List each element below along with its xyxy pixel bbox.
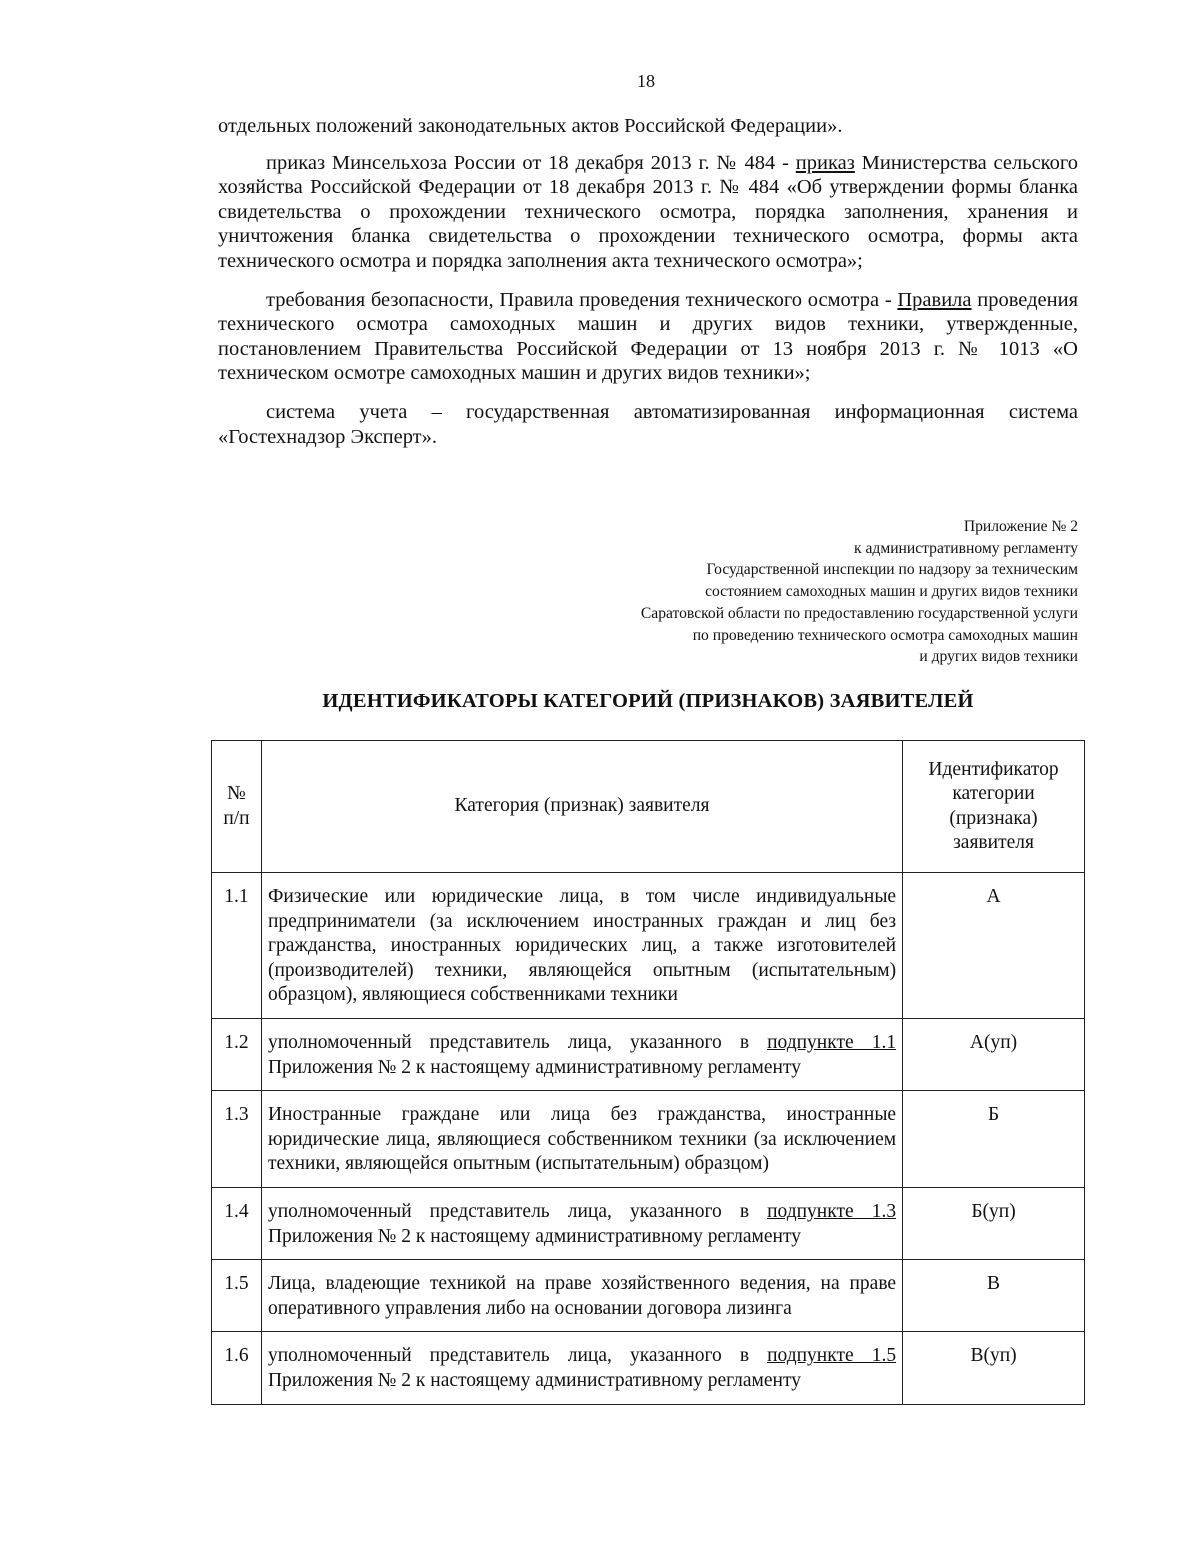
row-identifier: А(уп)	[903, 1018, 1085, 1090]
header-identifier-line: (признака)	[949, 807, 1038, 829]
subclause-link[interactable]: подпункте 1.1	[767, 1031, 897, 1053]
rules-link[interactable]: Правила	[897, 288, 972, 311]
appendix-note-line: по проведению технического осмотра самоходных машин	[692, 626, 1078, 644]
header-number-symbol: №	[227, 783, 246, 804]
applicant-category-table	[211, 740, 1085, 1405]
row-number: 1.6	[212, 1332, 262, 1404]
body-text	[218, 114, 1078, 463]
subclause-link[interactable]: подпункте 1.3	[767, 1200, 897, 1222]
page-number: 18	[637, 71, 655, 91]
table-row	[212, 1091, 1085, 1188]
header-identifier-line: категории	[952, 783, 1035, 804]
row-category	[261, 1187, 902, 1259]
header-number	[212, 741, 262, 873]
row-category	[261, 1018, 902, 1090]
table-row	[212, 1018, 1085, 1090]
paragraph-continuation: отдельных положений законодательных актов Российской Федерации».	[218, 115, 843, 137]
row-category: Физические или юридические лица, в том числе индивидуальные предприниматели (за исключением иностранных граждан и лиц без гражданства, иностранных юридических лиц, а также изготовителей (производителей) техники, являющейся опытным (испытательным) образцом), являющиеся собственниками техники	[261, 873, 902, 1019]
row-number: 1.2	[212, 1018, 262, 1090]
appendix-note-line: и других видов техники	[919, 648, 1078, 666]
row-category-text: уполномоченный представитель лица, указанного в	[267, 1200, 768, 1222]
paragraph-text: Министерства сельского хозяйства Российской Федерации от 18 декабря 2013 г. № 484 «Об утверждении формы бланка свидетельства о прохождении технического осмотра, порядка заполнения, хранения и уничтожения бланка свидетельства о прохождении технического осмотра, формы акта технического осмотра и порядка заполнения акта технического осмотра»;	[218, 151, 1078, 272]
row-category-text: Приложения № 2 к настоящему административному регламенту	[267, 1369, 801, 1391]
subclause-link[interactable]: подпункте 1.5	[767, 1345, 897, 1367]
row-category: Лица, владеющие техникой на праве хозяйственного ведения, на праве оперативного управления либо на основании договора лизинга	[261, 1260, 902, 1332]
header-identifier	[903, 741, 1085, 873]
paragraph-order-definition	[218, 151, 1078, 274]
appendix-note-line: Государственной инспекции по надзору за техническим	[706, 561, 1078, 579]
row-category-text: уполномоченный представитель лица, указанного в	[267, 1345, 768, 1367]
row-number: 1.3	[212, 1091, 262, 1188]
appendix-note-line: состоянием самоходных машин и других видов техники	[705, 583, 1078, 601]
paragraph-text: требования безопасности, Правила проведения технического осмотра -	[266, 288, 898, 311]
appendix-note-line: Саратовской области по предоставлению государственной услуги	[640, 604, 1078, 622]
paragraph-text: приказ Минсельхоза России от 18 декабря 2013 г. № 484 -	[266, 151, 796, 174]
table-row	[212, 1332, 1085, 1404]
row-identifier: Б(уп)	[903, 1187, 1085, 1259]
row-category: Иностранные граждане или лица без гражданства, иностранные юридические лица, являющиеся собственником техники (за исключением техники, являющейся опытным (испытательным) образцом)	[261, 1091, 902, 1188]
row-identifier: Б	[903, 1091, 1085, 1188]
appendix-note-line: Приложение № 2	[963, 518, 1078, 535]
order-link[interactable]: приказ	[795, 151, 855, 174]
header-number-abbrev: п/п	[223, 807, 250, 829]
table-row	[212, 873, 1085, 1019]
row-identifier: А	[903, 873, 1085, 1019]
row-identifier: В	[903, 1260, 1085, 1332]
row-category-text: Приложения № 2 к настоящему административному регламенту	[267, 1056, 801, 1078]
paragraph-rules-definition	[218, 288, 1078, 386]
table-row	[212, 1187, 1085, 1259]
row-category-text: Приложения № 2 к настоящему административному регламенту	[267, 1225, 801, 1247]
row-number: 1.1	[212, 873, 262, 1019]
paragraph-text: проведения технического осмотра самоходных машин и других видов техники, утвержденные, постановлением Правительства Российской Федерации от 13 ноября 2013 г. № 1013 «О техническом осмотре самоходных машин и других видов техники»;	[218, 288, 1078, 385]
row-category-text: уполномоченный представитель лица, указанного в	[267, 1031, 768, 1053]
header-category: Категория (признак) заявителя	[261, 741, 902, 873]
row-number: 1.4	[212, 1187, 262, 1259]
header-identifier-line: заявителя	[953, 832, 1034, 853]
table-title: ИДЕНТИФИКАТОРЫ КАТЕГОРИЙ (ПРИЗНАКОВ) ЗАЯВИТЕЛЕЙ	[322, 690, 974, 712]
header-identifier-line: Идентификатор	[928, 758, 1059, 780]
paragraph-system-definition: система учета – государственная автоматизированная информационная система «Гостехнадзор Эксперт».	[218, 400, 1078, 448]
table-header-row	[212, 741, 1085, 873]
row-number: 1.5	[212, 1260, 262, 1332]
table-row	[212, 1260, 1085, 1332]
row-identifier: В(уп)	[903, 1332, 1085, 1404]
row-category	[261, 1332, 902, 1404]
appendix-note-line: к административному регламенту	[854, 539, 1078, 557]
appendix-note	[518, 516, 1078, 668]
